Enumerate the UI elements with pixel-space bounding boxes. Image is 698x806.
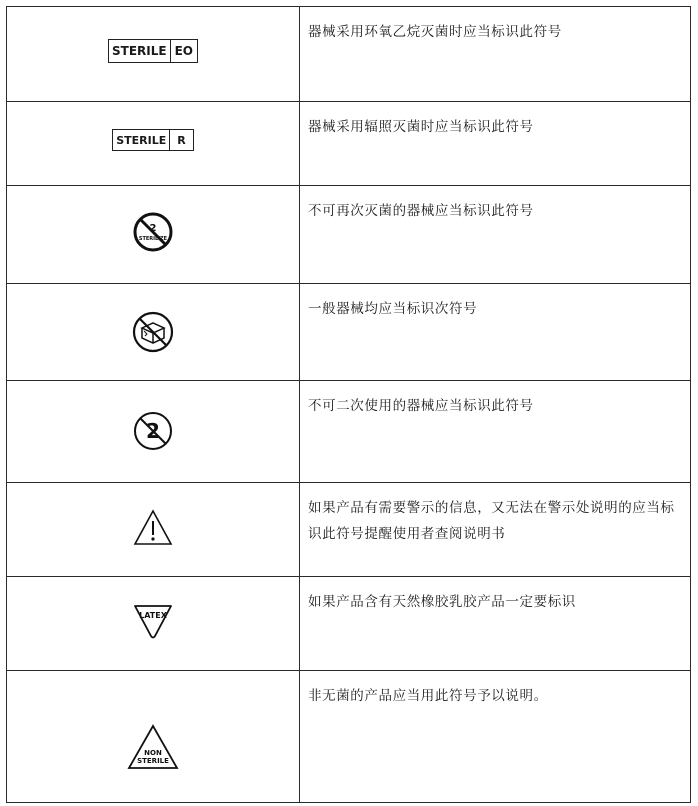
sterile-method: R	[169, 130, 192, 150]
table-row	[7, 671, 691, 803]
symbol-cell	[7, 102, 300, 186]
table-row	[7, 7, 691, 102]
description-cell: 器械采用环氧乙烷灭菌时应当标识此符号	[300, 7, 691, 102]
do-not-reuse-icon	[131, 409, 175, 453]
symbol-cell	[7, 381, 300, 483]
symbol-cell	[7, 671, 300, 803]
do-not-resterilize-icon	[131, 210, 175, 254]
svg-text:STERILIZE: STERILIZE	[138, 236, 168, 242]
latex-icon	[131, 602, 175, 640]
description-cell: 一般器械均应当标识次符号	[300, 284, 691, 381]
symbol-cell	[7, 483, 300, 577]
svg-text:NON: NON	[144, 749, 162, 757]
table-row	[7, 102, 691, 186]
sterile-eo-icon	[108, 39, 198, 63]
description-cell: 不可二次使用的器械应当标识此符号	[300, 381, 691, 483]
description-cell: 如果产品有需要警示的信息，又无法在警示处说明的应当标识此符号提醒使用者查阅说明书	[300, 483, 691, 577]
sterile-label: STERILE	[112, 44, 167, 58]
table-row	[7, 483, 691, 577]
symbol-table	[6, 6, 691, 803]
description-cell: 器械采用辐照灭菌时应当标识此符号	[300, 102, 691, 186]
description-cell: 非无菌的产品应当用此符号予以说明。	[300, 671, 691, 803]
non-sterile-icon	[126, 723, 180, 771]
table-row	[7, 186, 691, 284]
symbol-cell	[7, 577, 300, 671]
svg-text:LATEX: LATEX	[139, 611, 167, 620]
sterile-r-icon	[112, 129, 194, 151]
table-row	[7, 381, 691, 483]
table-row	[7, 577, 691, 671]
description-cell: 如果产品含有天然橡胶乳胶产品一定要标识	[300, 577, 691, 671]
description-cell: 不可再次灭菌的器械应当标识此符号	[300, 186, 691, 284]
svg-text:2: 2	[149, 223, 157, 234]
svg-text:2: 2	[146, 419, 160, 443]
symbol-cell	[7, 284, 300, 381]
table-row	[7, 284, 691, 381]
symbol-cell	[7, 7, 300, 102]
caution-icon	[132, 508, 174, 548]
svg-text:STERILE: STERILE	[137, 757, 169, 765]
do-not-use-if-package-damaged-icon	[130, 309, 176, 355]
sterile-method: EO	[170, 40, 197, 62]
sterile-label: STERILE	[116, 133, 167, 147]
symbol-cell	[7, 186, 300, 284]
